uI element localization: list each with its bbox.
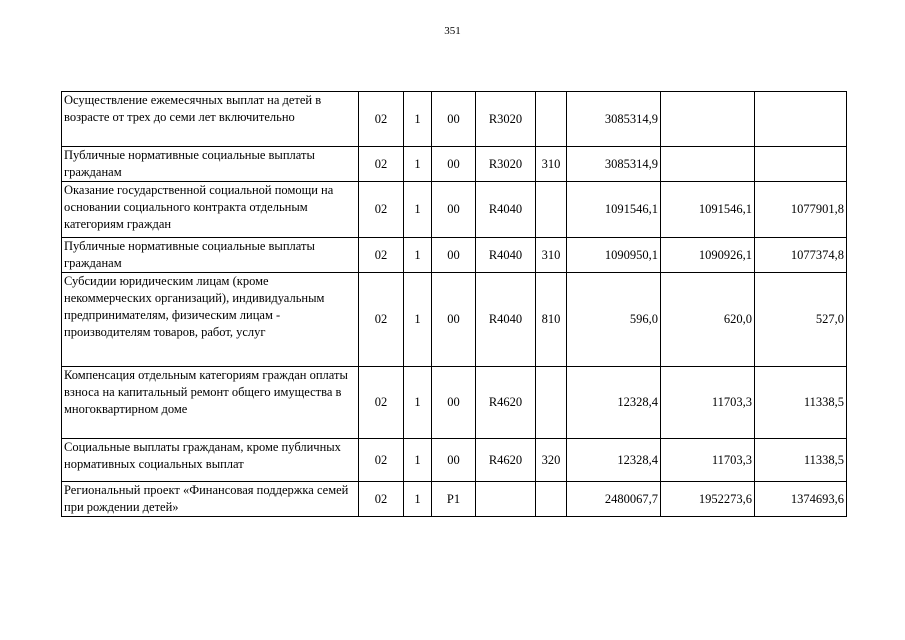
table-row: [62, 182, 847, 238]
subsection-code-cell: 1: [404, 182, 432, 238]
direction-code-cell: R3020: [476, 92, 536, 147]
amount-year-1-cell: 3085314,9: [567, 147, 661, 182]
expense-type-cell: [536, 367, 567, 439]
expense-type-cell: 310: [536, 147, 567, 182]
expense-type-cell: [536, 482, 567, 517]
program-code-cell: 00: [432, 367, 476, 439]
amount-year-3-cell: 11338,5: [755, 367, 847, 439]
amount-year-3-cell: 527,0: [755, 273, 847, 367]
subsection-code-cell: 1: [404, 367, 432, 439]
direction-code-cell: R4620: [476, 367, 536, 439]
program-code-cell: 00: [432, 238, 476, 273]
amount-year-2-cell: 1091546,1: [661, 182, 755, 238]
section-code-cell: 02: [359, 238, 404, 273]
table-body: [62, 92, 847, 517]
item-name-cell: Оказание государственной социальной помощи на основании социального контракта отдельным категориям граждан: [62, 182, 359, 238]
item-name-cell: Региональный проект «Финансовая поддержка семей при рождении детей»: [62, 482, 359, 517]
amount-year-1-cell: 12328,4: [567, 367, 661, 439]
section-code-cell: 02: [359, 439, 404, 482]
budget-table: [61, 91, 847, 517]
table-row: [62, 147, 847, 182]
direction-code-cell: [476, 482, 536, 517]
table-row: [62, 439, 847, 482]
subsection-code-cell: 1: [404, 482, 432, 517]
item-name-cell: Публичные нормативные социальные выплаты гражданам: [62, 147, 359, 182]
program-code-cell: 00: [432, 147, 476, 182]
amount-year-3-cell: 1077374,8: [755, 238, 847, 273]
amount-year-1-cell: 1090950,1: [567, 238, 661, 273]
section-code-cell: 02: [359, 182, 404, 238]
expense-type-cell: 810: [536, 273, 567, 367]
expense-type-cell: 310: [536, 238, 567, 273]
amount-year-3-cell: 1077901,8: [755, 182, 847, 238]
amount-year-2-cell: [661, 92, 755, 147]
item-name-cell: Субсидии юридическим лицам (кроме некоммерческих организаций), индивидуальным предпринимателям, физическим лицам - производителям товаров, работ, услуг: [62, 273, 359, 367]
direction-code-cell: R4040: [476, 238, 536, 273]
subsection-code-cell: 1: [404, 273, 432, 367]
amount-year-1-cell: 12328,4: [567, 439, 661, 482]
section-code-cell: 02: [359, 147, 404, 182]
amount-year-2-cell: [661, 147, 755, 182]
table-row: [62, 482, 847, 517]
item-name-cell: Компенсация отдельным категориям граждан оплаты взноса на капитальный ремонт общего имущества в многоквартирном доме: [62, 367, 359, 439]
amount-year-1-cell: 2480067,7: [567, 482, 661, 517]
table-row: [62, 367, 847, 439]
subsection-code-cell: 1: [404, 147, 432, 182]
direction-code-cell: R4620: [476, 439, 536, 482]
amount-year-1-cell: 3085314,9: [567, 92, 661, 147]
program-code-cell: P1: [432, 482, 476, 517]
item-name-cell: Социальные выплаты гражданам, кроме публичных нормативных социальных выплат: [62, 439, 359, 482]
table-row: [62, 273, 847, 367]
amount-year-3-cell: 1374693,6: [755, 482, 847, 517]
table-row: [62, 238, 847, 273]
amount-year-3-cell: [755, 92, 847, 147]
program-code-cell: 00: [432, 439, 476, 482]
program-code-cell: 00: [432, 182, 476, 238]
page-number: 351: [444, 25, 461, 37]
expense-type-cell: [536, 92, 567, 147]
amount-year-3-cell: 11338,5: [755, 439, 847, 482]
section-code-cell: 02: [359, 367, 404, 439]
direction-code-cell: R3020: [476, 147, 536, 182]
amount-year-3-cell: [755, 147, 847, 182]
section-code-cell: 02: [359, 92, 404, 147]
amount-year-2-cell: 1090926,1: [661, 238, 755, 273]
amount-year-1-cell: 1091546,1: [567, 182, 661, 238]
amount-year-2-cell: 620,0: [661, 273, 755, 367]
subsection-code-cell: 1: [404, 439, 432, 482]
subsection-code-cell: 1: [404, 92, 432, 147]
direction-code-cell: R4040: [476, 273, 536, 367]
amount-year-2-cell: 11703,3: [661, 367, 755, 439]
program-code-cell: 00: [432, 92, 476, 147]
section-code-cell: 02: [359, 482, 404, 517]
item-name-cell: Осуществление ежемесячных выплат на детей в возрасте от трех до семи лет включительно: [62, 92, 359, 147]
amount-year-1-cell: 596,0: [567, 273, 661, 367]
table-row: [62, 92, 847, 147]
amount-year-2-cell: 1952273,6: [661, 482, 755, 517]
expense-type-cell: 320: [536, 439, 567, 482]
direction-code-cell: R4040: [476, 182, 536, 238]
section-code-cell: 02: [359, 273, 404, 367]
subsection-code-cell: 1: [404, 238, 432, 273]
expense-type-cell: [536, 182, 567, 238]
item-name-cell: Публичные нормативные социальные выплаты гражданам: [62, 238, 359, 273]
amount-year-2-cell: 11703,3: [661, 439, 755, 482]
program-code-cell: 00: [432, 273, 476, 367]
